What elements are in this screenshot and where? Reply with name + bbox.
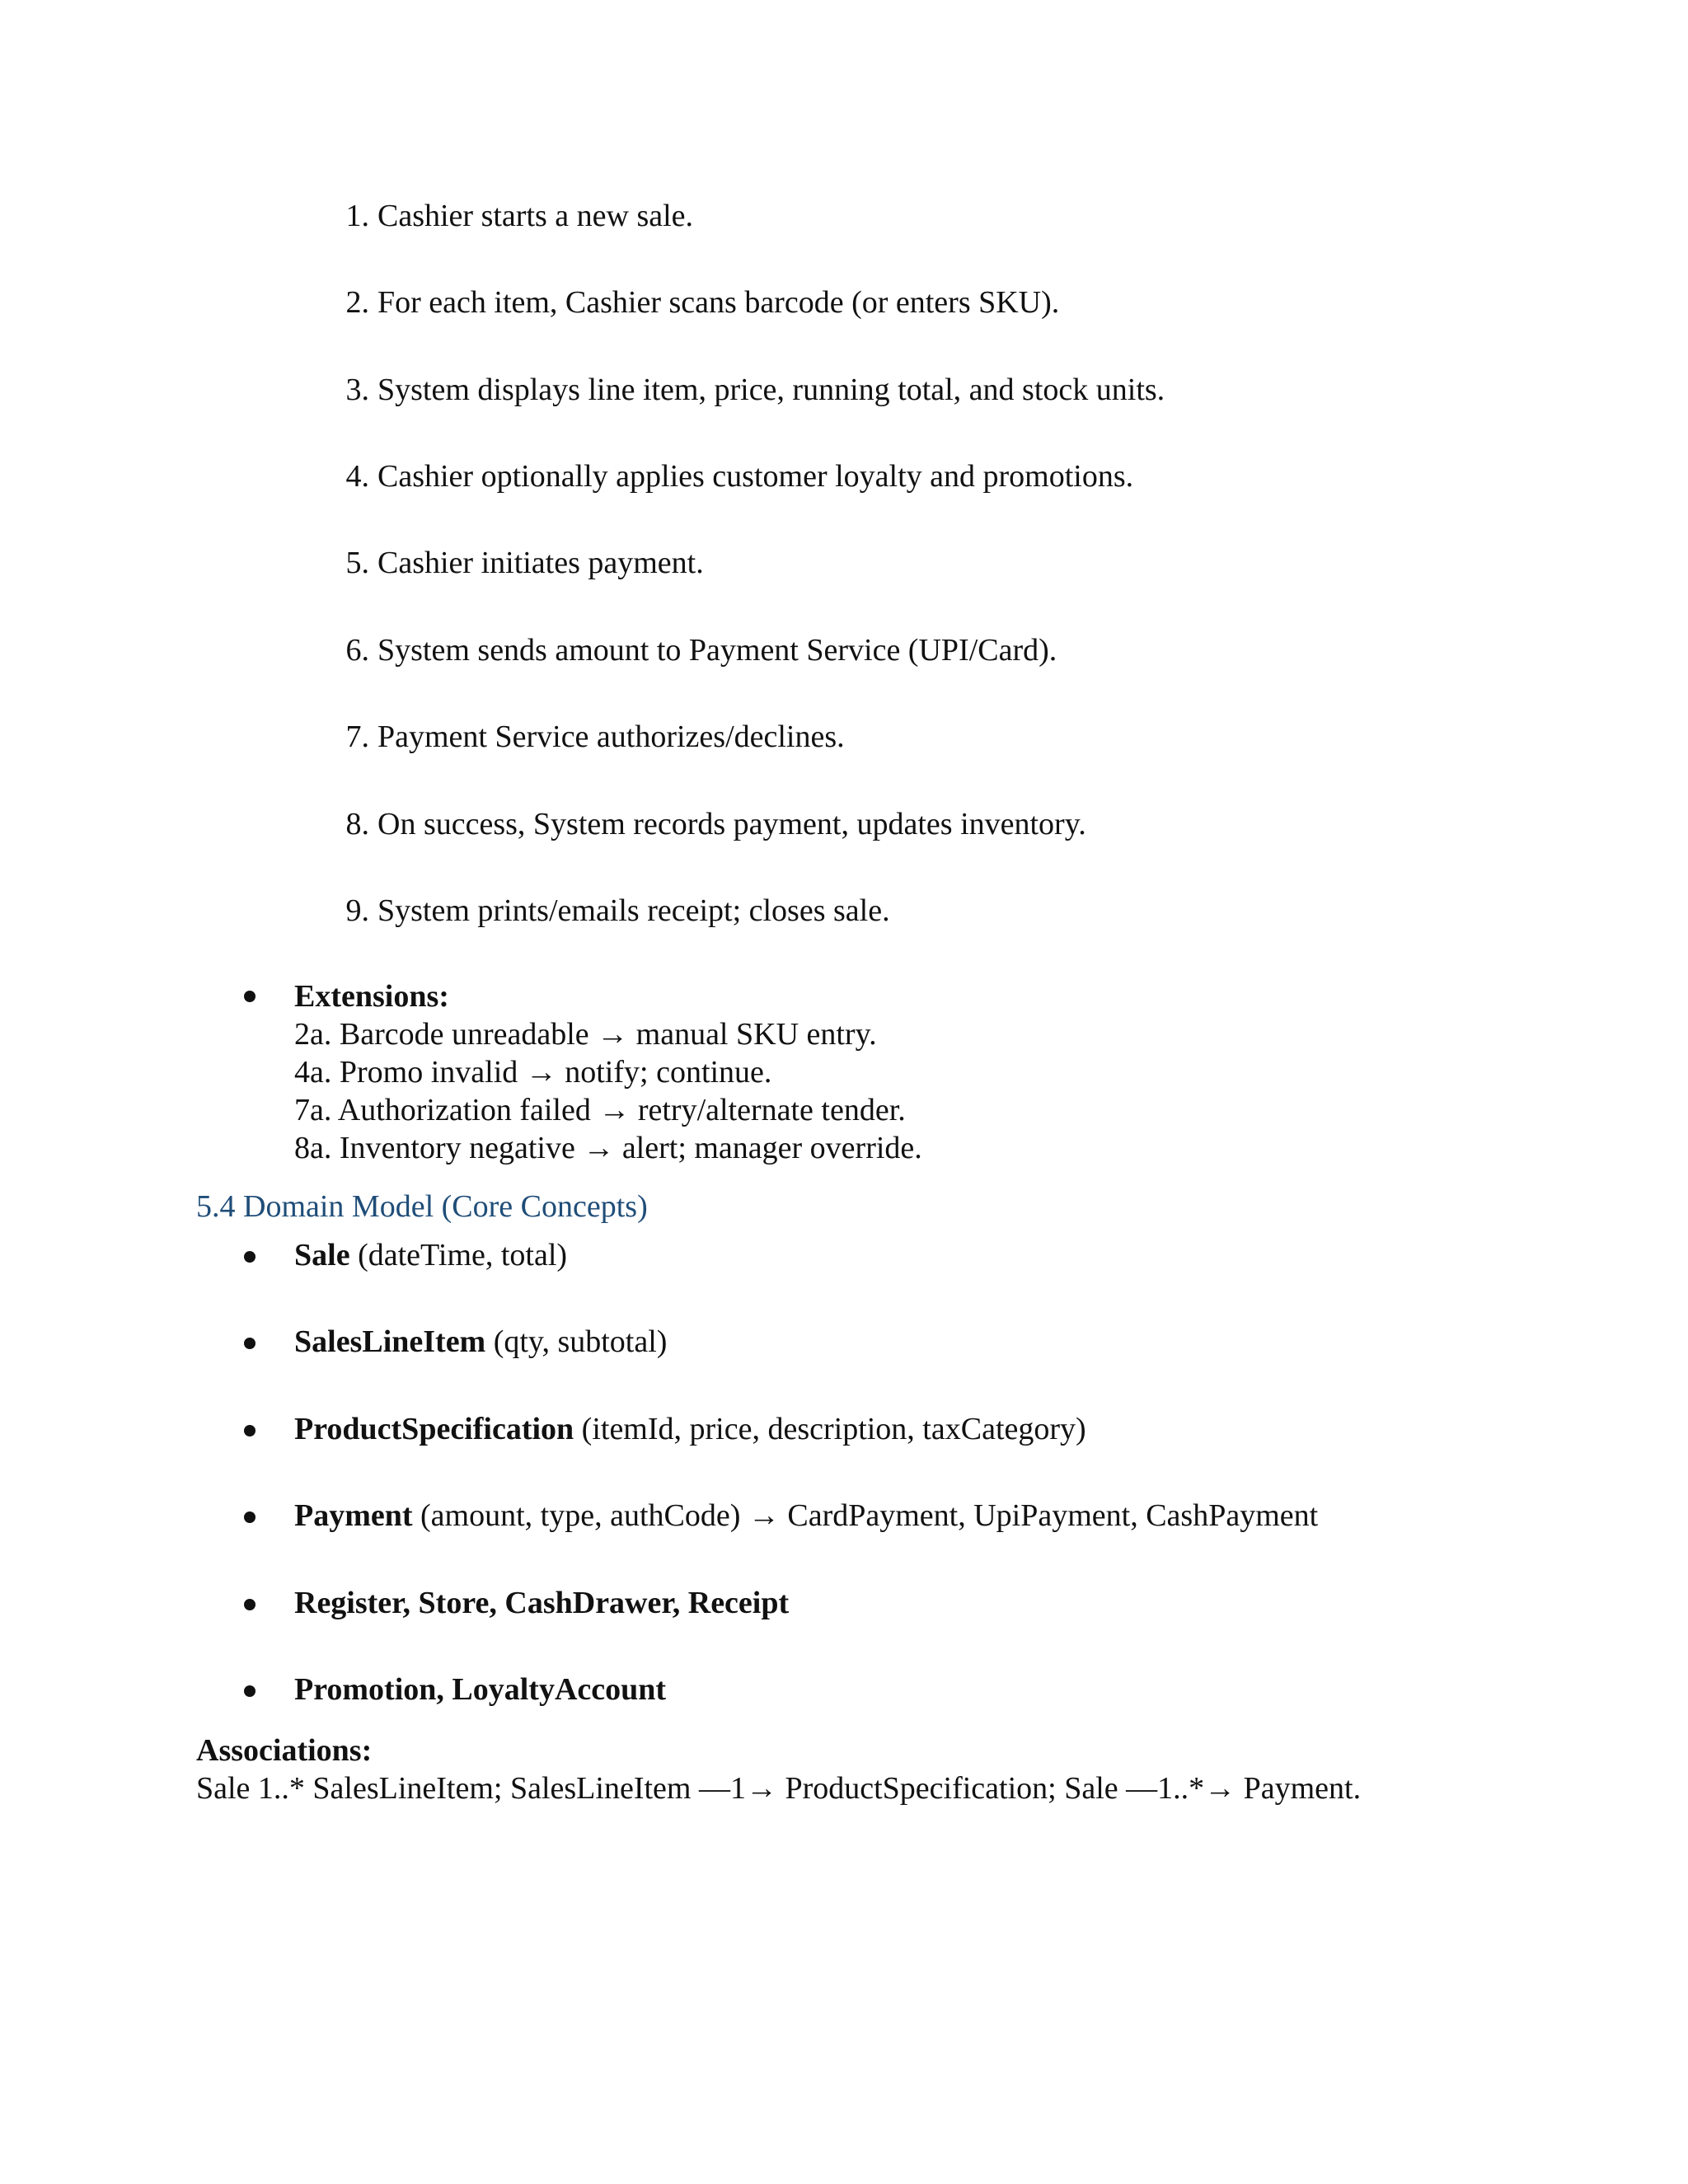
step-number: 2. <box>345 285 369 320</box>
step-number: 8. <box>345 807 369 841</box>
step-number: 1. <box>345 199 369 233</box>
step-text: Cashier optionally applies customer loyalty and promotions. <box>377 459 1134 494</box>
extension-line: 4a. Promo invalid → notify; continue. <box>294 1055 772 1090</box>
concept-attributes: (dateTime, total) <box>349 1238 568 1272</box>
step-number: 9. <box>345 893 369 928</box>
associations-label: Associations: <box>196 1733 373 1768</box>
step-number: 7. <box>345 719 369 754</box>
step-number: 5. <box>345 546 369 580</box>
step-text: System sends amount to Payment Service (UPI/Card). <box>377 633 1057 668</box>
extensions-block <box>294 977 922 1167</box>
step-number: 4. <box>345 459 369 494</box>
bullet-icon <box>244 1511 256 1523</box>
associations-block <box>196 1732 1361 1807</box>
bullet-icon <box>244 991 256 1002</box>
extension-line: 2a. Barcode unreadable → manual SKU entry. <box>294 1017 877 1052</box>
concept-name: ProductSpecification <box>294 1412 574 1446</box>
concept-name: Promotion, LoyaltyAccount <box>294 1672 667 1707</box>
concept-attributes: (itemId, price, description, taxCategory) <box>574 1412 1086 1446</box>
step-text: System displays line item, price, running total, and stock units. <box>377 373 1165 407</box>
extensions-label: Extensions: <box>294 979 449 1014</box>
concept-item <box>294 1671 666 1708</box>
concept-name: SalesLineItem <box>294 1324 486 1359</box>
step-number: 3. <box>345 373 369 407</box>
concept-attributes: (qty, subtotal) <box>485 1324 668 1359</box>
step-text: System prints/emails receipt; closes sale. <box>377 893 890 928</box>
step-text: Payment Service authorizes/declines. <box>377 719 845 754</box>
bullet-icon <box>244 1599 256 1610</box>
section-heading: 5.4 Domain Model (Core Concepts) <box>196 1189 648 1224</box>
step-text: Cashier starts a new sale. <box>377 199 694 233</box>
step-text: On success, System records payment, updates inventory. <box>377 807 1086 841</box>
step-number: 6. <box>345 633 369 668</box>
extension-line: 8a. Inventory negative → alert; manager override. <box>294 1131 922 1165</box>
concept-item <box>294 1236 567 1274</box>
concept-item <box>294 1323 667 1361</box>
step-text: Cashier initiates payment. <box>377 546 704 580</box>
concept-name: Sale <box>294 1238 350 1272</box>
bullet-icon <box>244 1425 256 1436</box>
bullet-icon <box>244 1685 256 1697</box>
concept-attributes: (amount, type, authCode) → CardPayment, UpiPayment, CashPayment <box>412 1498 1319 1533</box>
concept-item <box>294 1410 1086 1448</box>
bullet-icon <box>244 1251 256 1263</box>
step-text: For each item, Cashier scans barcode (or enters SKU). <box>377 285 1060 320</box>
concept-item <box>294 1497 1318 1535</box>
concept-name: Payment <box>294 1498 413 1533</box>
concept-name: Register, Store, CashDrawer, Receipt <box>294 1586 790 1620</box>
bullet-icon <box>244 1338 256 1349</box>
extension-line: 7a. Authorization failed → retry/alternate tender. <box>294 1093 906 1127</box>
associations-text: Sale 1..* SalesLineItem; SalesLineItem —1→ ProductSpecification; Sale —1..*→ Payment. <box>196 1771 1362 1806</box>
concept-item <box>294 1584 789 1622</box>
